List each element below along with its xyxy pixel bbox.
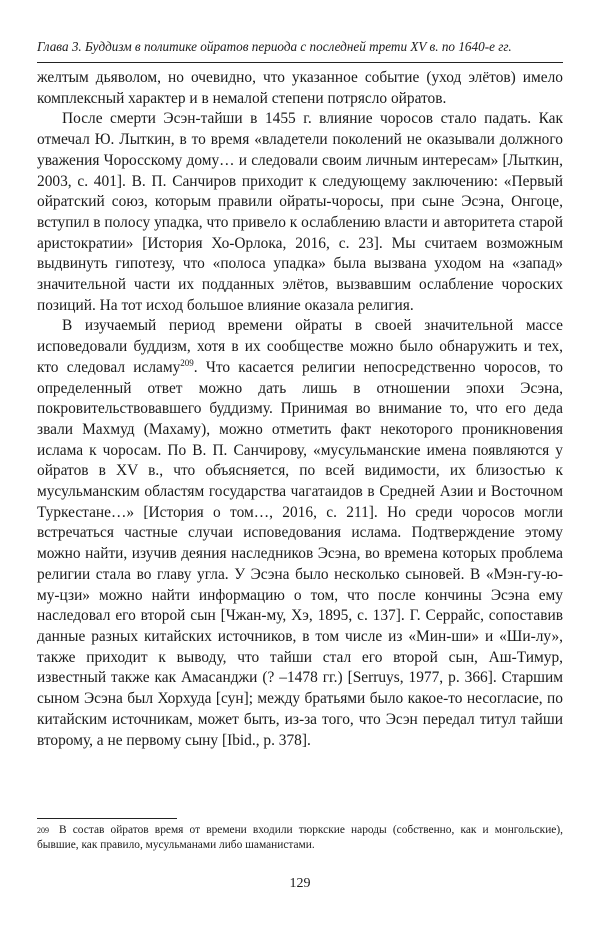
paragraph-2: После смерти Эсэн-тайши в 1455 г. влияние чоросов стало падать. Как отмечал Ю. Лыткин, в то время «владетели поколений не оказывали должного уважения Чоросскому дому… и следовали своим личным интересам» [Лыткин, 2003, с. 401]. В. П. Санчиров приходит к следующему заключению: «Первый ойратский союз, которым правили ойраты-чоросы, при сыне Эсэна, Онгоце, вступил в полосу упадка, что привело к ослаблению власти и авторитета старой аристократии» [История Хо-Орлока, 2016, с. 23]. Мы считаем возможным выдвинуть гипотезу, что «полоса упадка» была вызвана уходом на «запад» значительной части их подданных элётов, вызвавшим ослабление чороских позиций. На тот исход большое влияние оказала религия. [37,110,563,314]
footnote-rule [37,818,177,819]
paragraph-1: желтым дьяволом, но очевидно, что указанное событие (уход элётов) имело комплексный характер и в немалой степени потрясло ойратов. [37,69,563,107]
chapter-title: Буддизм в политике ойратов периода с последней трети XV в. по 1640-е гг. [85,39,512,54]
header-rule [37,62,563,63]
footnote-reference[interactable]: 209 [180,357,194,368]
body-text [37,68,563,751]
paragraph-3-text-end: . Что касается религии непосредственно чоросов, то определенный ответ можно дать лишь в отношении эпохи Эсэна, покровительствовавшего буддизму. Принимая во внимание то, что его деда звали Махмуд (Махаму), можно отметить факт некоторого проникновения ислама к чоросам. По В. П. Санчирову, «мусульманские имена появляются у ойратов в XV в., что объясняется, по всей видимости, их близостью к мусульманским областям государства чагатаидов в Средней Азии и Восточном Туркестане…» [История о том…, 2016, с. 211]. Но среди чоросов могли встречаться частные случаи исповедования ислама. Подтверждение этому можно найти, изучив деяния наследников Эсэна, во времена которых проблема религии стала во главу угла. У Эсэна было несколько сыновей. В «Мэн-гу-ю-му-цзи» можно найти информацию о том, что после кончины Эсэна ему наследовал его второй сын [Чжан-му, Хэ, 1895, с. 137]. Г. Серрайс, сопоставив данные разных китайских источников, в том числе из «Мин-ши» и «Ши-лу», также приходит к выводу, что тайши стал его второй сын, Аш-Тимур, известный также как Амасанджи (? –1478 гг.) [Serruys, 1977, p. 366]. Старшим сыном Эсэна был Хорхуда [сун]; между братьями было какое-то несогласие, по китайским источникам, может быть, из-за того, что Эсэн передал титул тайши второму, а не первому сыну [Ibid., p. 378]. [37,358,564,749]
footnote-text: В состав ойратов время от времени входили тюркские народы (собственно, как и монгольские), бывшие, как правило, мусульманами либо шаманистами. [37,824,563,851]
paragraph-3 [37,316,563,751]
chapter-label: Глава 3. [37,39,82,54]
running-head [37,38,565,56]
footnote-number: 209 [37,826,49,835]
footnote [37,823,563,853]
page-number: 129 [289,876,311,891]
paragraph-3-text-start: В изучаемый период времени ойраты в своей значительной массе исповедовали буддизм, хотя в их сообществе можно было обнаружить и тех, кто следовал исламу [37,317,563,376]
